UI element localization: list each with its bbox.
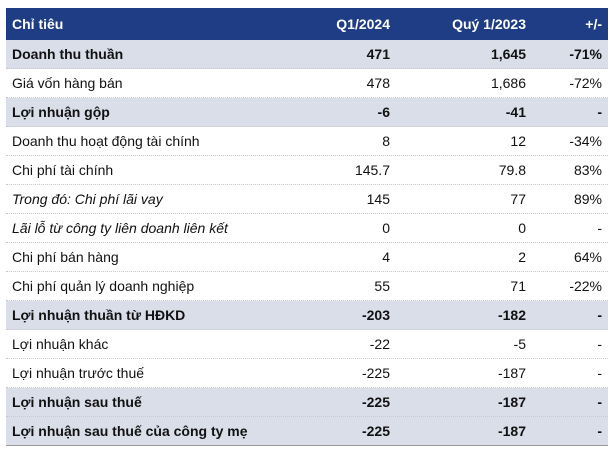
table-row	[6, 330, 608, 359]
row-label: Giá vốn hàng bán	[12, 75, 123, 91]
row-q1-2023: -187	[497, 394, 526, 410]
row-change: 89%	[573, 191, 602, 207]
row-q1-2023: 12	[510, 133, 526, 149]
row-q1-2024: 0	[382, 220, 390, 236]
table-header	[6, 8, 608, 40]
row-change: -34%	[569, 133, 602, 149]
row-q1-2024: -22	[369, 336, 390, 352]
row-q1-2023: -5	[513, 336, 526, 352]
table-row	[6, 69, 608, 98]
row-q1-2024: -225	[361, 365, 390, 381]
row-change: -	[597, 220, 602, 236]
table-row	[6, 301, 608, 330]
header-q1-2023: Quý 1/2023	[452, 16, 526, 32]
row-q1-2023: 71	[510, 278, 526, 294]
row-q1-2023: -187	[497, 365, 526, 381]
row-q1-2023: 1,686	[490, 75, 526, 91]
header-label: Chỉ tiêu	[12, 16, 64, 32]
row-q1-2024: 145	[366, 191, 390, 207]
header-q1-2024: Q1/2024	[336, 16, 390, 32]
row-change: -	[597, 365, 602, 381]
row-q1-2024: 471	[366, 46, 390, 62]
row-label: Lãi lỗ từ công ty liên doanh liên kết	[12, 220, 228, 236]
table-row	[6, 98, 608, 127]
row-label: Trong đó: Chi phí lãi vay	[12, 191, 163, 207]
row-label: Chi phí bán hàng	[12, 249, 119, 265]
row-label: Lợi nhuận sau thuế	[12, 394, 142, 410]
row-change: -22%	[569, 278, 602, 294]
table-row	[6, 243, 608, 272]
row-label: Lợi nhuận thuần từ HĐKD	[12, 307, 186, 323]
row-q1-2024: 478	[366, 75, 390, 91]
row-q1-2024: -225	[361, 423, 390, 439]
row-label: Lợi nhuận sau thuế của công ty mẹ	[12, 423, 248, 439]
row-label: Lợi nhuận trước thuế	[12, 365, 145, 381]
header-change: +/-	[585, 16, 602, 32]
row-label: Chi phí tài chính	[12, 162, 114, 178]
row-q1-2024: 8	[382, 133, 390, 149]
row-change: -72%	[569, 75, 602, 91]
table-row	[6, 417, 608, 446]
table-row	[6, 185, 608, 214]
table-row	[6, 40, 608, 69]
row-q1-2024: -225	[361, 394, 390, 410]
row-q1-2024: -6	[377, 104, 390, 120]
table-row	[6, 388, 608, 417]
row-label: Doanh thu hoạt động tài chính	[12, 133, 200, 149]
table-row	[6, 272, 608, 301]
table-row	[6, 156, 608, 185]
row-change: -	[597, 394, 602, 410]
row-label: Lợi nhuận gộp	[12, 104, 110, 120]
row-change: -	[597, 307, 602, 323]
row-q1-2023: -41	[505, 104, 526, 120]
financial-table	[6, 8, 608, 446]
row-change: -	[597, 336, 602, 352]
row-q1-2023: 0	[518, 220, 526, 236]
table-row	[6, 127, 608, 156]
row-label: Chi phí quản lý doanh nghiệp	[12, 278, 195, 294]
table-row	[6, 214, 608, 243]
row-q1-2023: -187	[497, 423, 526, 439]
row-q1-2023: 77	[510, 191, 526, 207]
row-q1-2023: -182	[497, 307, 526, 323]
row-q1-2024: 145.7	[354, 162, 390, 178]
row-q1-2023: 79.8	[498, 162, 526, 178]
row-label: Doanh thu thuần	[12, 46, 124, 62]
row-change: -	[597, 104, 602, 120]
row-q1-2024: -203	[361, 307, 390, 323]
row-label: Lợi nhuận khác	[12, 336, 109, 352]
row-change: 83%	[573, 162, 602, 178]
table-body	[6, 40, 608, 446]
row-change: -	[597, 423, 602, 439]
row-q1-2023: 1,645	[490, 46, 526, 62]
row-change: 64%	[573, 249, 602, 265]
row-q1-2024: 4	[382, 249, 390, 265]
row-q1-2023: 2	[518, 249, 526, 265]
table-row	[6, 359, 608, 388]
row-q1-2024: 55	[374, 278, 390, 294]
row-change: -71%	[569, 46, 602, 62]
